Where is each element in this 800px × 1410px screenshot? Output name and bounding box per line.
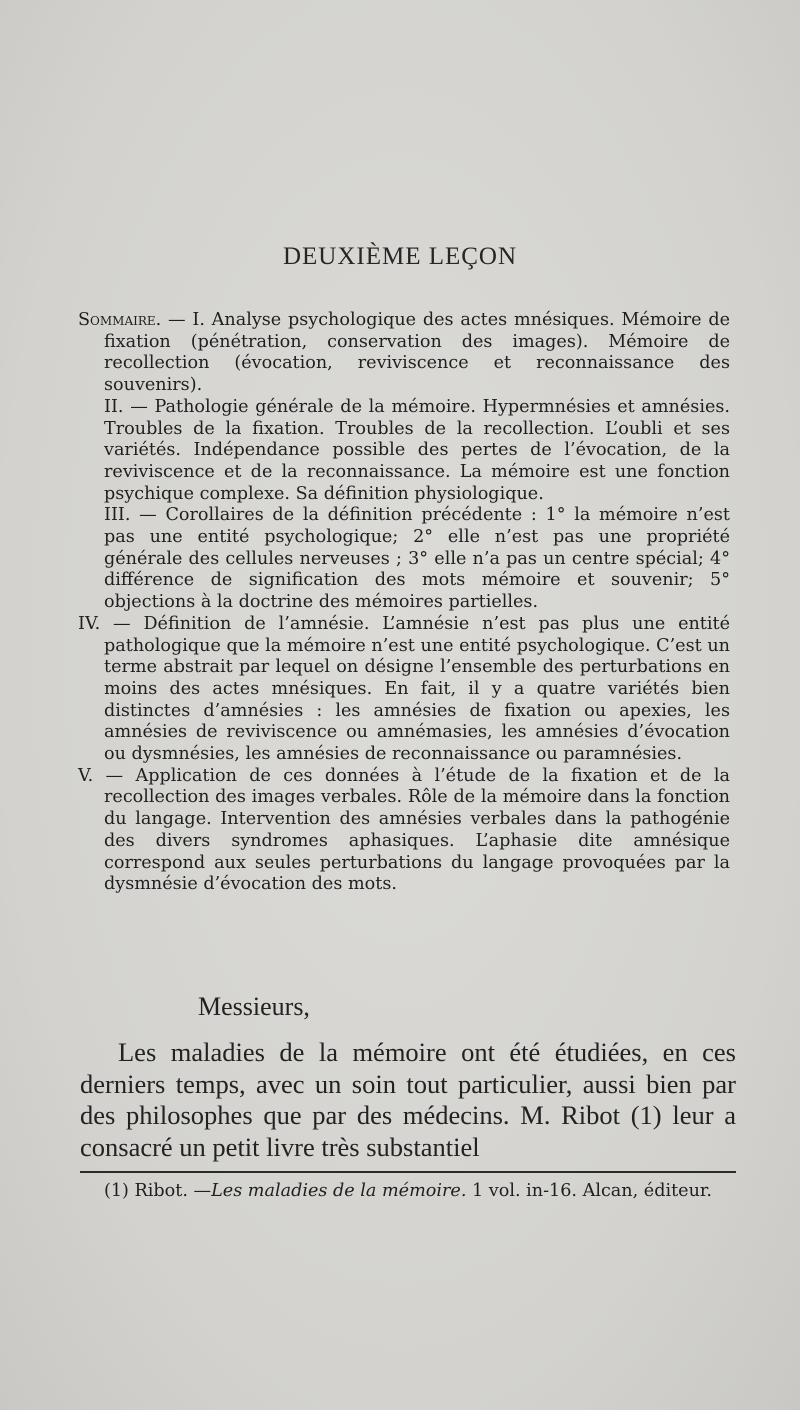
body-paragraph: Les maladies de la mémoire ont été étudiées, en ces derniers temps, avec un soin tout particulier, aussi bien par des philosophes que par des médecins. M. Ribot (1) leur a consacré un petit livre très substantiel xyxy=(80,1037,736,1162)
footnote-prefix: (1) Ribot. — xyxy=(104,1181,212,1201)
footnote-suffix: 1 vol. in-16. Alcan, éditeur. xyxy=(466,1181,712,1201)
footnote-title: Les maladies de la mémoire. xyxy=(211,1181,467,1201)
summary-paragraph-3: III. — Corollaires de la définition précédente : 1° la mémoire n’est pas une entité psychologique; 2° elle n’est pas une propriété générale des cellules nerveuses ; 3° elle n’a pas un centre spécial; 4° différence de signification des mots mémoire et souvenir; 5° objections à la doctrine des mémoires partielles. xyxy=(104,505,730,613)
summary-paragraph-1 xyxy=(78,310,730,397)
summary-text-1: . — I. Analyse psychologique des actes mnésiques. Mémoire de fixation (pénétration, conservation des images). Mémoire de recollection (évocation, reviviscence et reconnaissance des souvenirs). xyxy=(104,310,730,396)
summary-label: Sommaire xyxy=(78,310,156,330)
chapter-summary xyxy=(78,310,730,896)
summary-paragraph-5: V. — Application de ces données à l’étude de la fixation et de la recollection des images verbales. Rôle de la mémoire dans la fonction du langage. Intervention des amnésies verbales dans la pathogénie des divers syndromes aphasiques. L’aphasie dite amnésique correspond aux seules perturbations du langage provoquées par la dysmnésie d’évocation des mots. xyxy=(78,765,730,895)
greeting: Messieurs, xyxy=(198,992,310,1021)
summary-paragraph-2: II. — Pathologie générale de la mémoire. Hypermnésies et amnésies. Troubles de la fixation. Troubles de la recollection. L’oubli et ses variétés. Indépendance possible des pertes de l’évocation, de la reviviscence et de la reconnaissance. La mémoire est une fonction psychique complexe. Sa définition physiologique. xyxy=(104,396,730,504)
summary-paragraph-4: IV. — Définition de l’amnésie. L’amnésie n’est pas plus une entité pathologique que la mémoire n’est une entité psychologique. C’est un terme abstrait par lequel on désigne l’ensemble des perturbations en moins des actes mnésiques. En fait, il y a quatre variétés bien distinctes d’amnésies : les amnésies de fixation ou apexies, les amnésies de reviviscence ou amnémasies, les amnésies d’évocation ou dysmnésies, les amnésies de reconnaissance ou paramnésies. xyxy=(78,613,730,765)
footnote xyxy=(80,1180,736,1202)
footnote-rule xyxy=(80,1171,736,1173)
chapter-title: DEUXIÈME LEÇON xyxy=(282,243,518,270)
